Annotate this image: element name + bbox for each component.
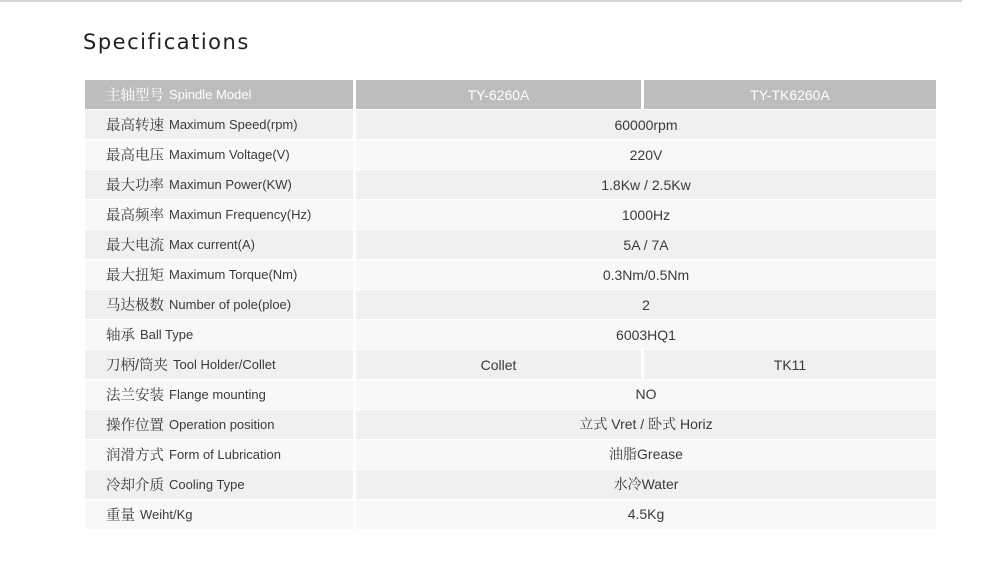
- row-value: 水冷Water: [356, 470, 936, 499]
- row-value: 5A / 7A: [356, 230, 936, 259]
- row-label-cell: [85, 260, 353, 289]
- row-label-cell: [85, 410, 353, 439]
- row-label-en: Maximun Frequency(Hz): [169, 207, 312, 223]
- row-label-en: Operation position: [169, 416, 275, 432]
- row-value-b: TK11: [644, 350, 936, 379]
- table-row: [85, 140, 936, 169]
- top-divider: [0, 0, 962, 2]
- row-label-en: Number of pole(ploe): [169, 297, 292, 313]
- row-label-cn: 润滑方式: [106, 447, 164, 464]
- table-row: [85, 440, 936, 469]
- header-label-en: Spindle Model: [169, 87, 252, 103]
- table-header-row: [85, 80, 936, 109]
- table-row: [85, 350, 936, 379]
- header-label-cn: 主轴型号: [106, 88, 164, 105]
- row-label-cell: [85, 230, 353, 259]
- row-value: 60000rpm: [356, 110, 936, 139]
- table-row: [85, 230, 936, 259]
- row-label-cn: 操作位置: [106, 417, 164, 434]
- row-label-en: Weiht/Kg: [140, 506, 193, 522]
- row-label-cn: 最大功率: [106, 178, 164, 195]
- row-label-cn: 法兰安装: [106, 387, 164, 404]
- table-row: [85, 260, 936, 289]
- row-label-en: Tool Holder/Collet: [173, 357, 276, 372]
- row-label-cell: [85, 470, 353, 499]
- row-value: 立式 Vret / 卧式 Horiz: [356, 410, 936, 439]
- row-value-a: Collet: [356, 350, 641, 379]
- specifications-table: [85, 80, 936, 529]
- row-label-en: Maximum Speed(rpm): [169, 117, 298, 133]
- table-row: [85, 380, 936, 409]
- header-model-b: TY-TK6260A: [644, 80, 936, 109]
- row-label-cn: 最高转速: [106, 118, 164, 135]
- row-label-cn: 最高频率: [106, 208, 164, 225]
- row-value: 220V: [356, 140, 936, 169]
- row-value: 1000Hz: [356, 200, 936, 229]
- row-value: 1.8Kw / 2.5Kw: [356, 170, 936, 199]
- row-label-cell: [85, 320, 353, 349]
- table-row: [85, 410, 936, 439]
- row-label-cn: 冷却介质: [106, 477, 164, 494]
- table-row: [85, 290, 936, 319]
- row-label-cn: 马达极数: [106, 298, 164, 315]
- row-label-cell: [85, 170, 353, 199]
- table-row: [85, 200, 936, 229]
- row-value: 4.5Kg: [356, 500, 936, 529]
- row-label-cell: [85, 200, 353, 229]
- row-label-en: Maximum Voltage(V): [169, 147, 290, 163]
- table-row: [85, 500, 936, 529]
- row-label-cell: [85, 380, 353, 409]
- row-value: 0.3Nm/0.5Nm: [356, 260, 936, 289]
- table-row: [85, 110, 936, 139]
- row-label-cell: [85, 500, 353, 529]
- header-model-a: TY-6260A: [356, 80, 641, 109]
- row-label-cn: 刀柄/筒夹: [106, 358, 169, 374]
- row-label-cell: [85, 110, 353, 139]
- row-label-cell: [85, 350, 353, 379]
- row-value: NO: [356, 380, 936, 409]
- table-row: [85, 170, 936, 199]
- row-label-en: Maximum Torque(Nm): [169, 267, 298, 283]
- row-label-cn: 最大扭矩: [106, 268, 164, 285]
- row-value: 6003HQ1: [356, 320, 936, 349]
- row-label-cell: [85, 140, 353, 169]
- row-label-en: Form of Lubrication: [169, 446, 281, 462]
- row-label-en: Ball Type: [140, 327, 194, 343]
- row-value: 油脂Grease: [356, 440, 936, 469]
- row-label-cell: [85, 440, 353, 469]
- row-label-cn: 最大电流: [106, 238, 164, 255]
- row-label-en: Max current(A): [169, 237, 255, 253]
- row-label-cn: 重量: [106, 507, 135, 524]
- row-label-cn: 轴承: [106, 328, 135, 345]
- row-value: 2: [356, 290, 936, 319]
- header-label-cell: [85, 80, 353, 109]
- row-label-en: Flange mounting: [169, 386, 266, 402]
- row-label-cell: [85, 290, 353, 319]
- page-title: Specifications: [83, 30, 250, 54]
- row-label-en: Maximun Power(KW): [169, 177, 292, 193]
- table-row: [85, 320, 936, 349]
- row-label-en: Cooling Type: [169, 476, 245, 492]
- row-label-cn: 最高电压: [106, 148, 164, 165]
- table-row: [85, 470, 936, 499]
